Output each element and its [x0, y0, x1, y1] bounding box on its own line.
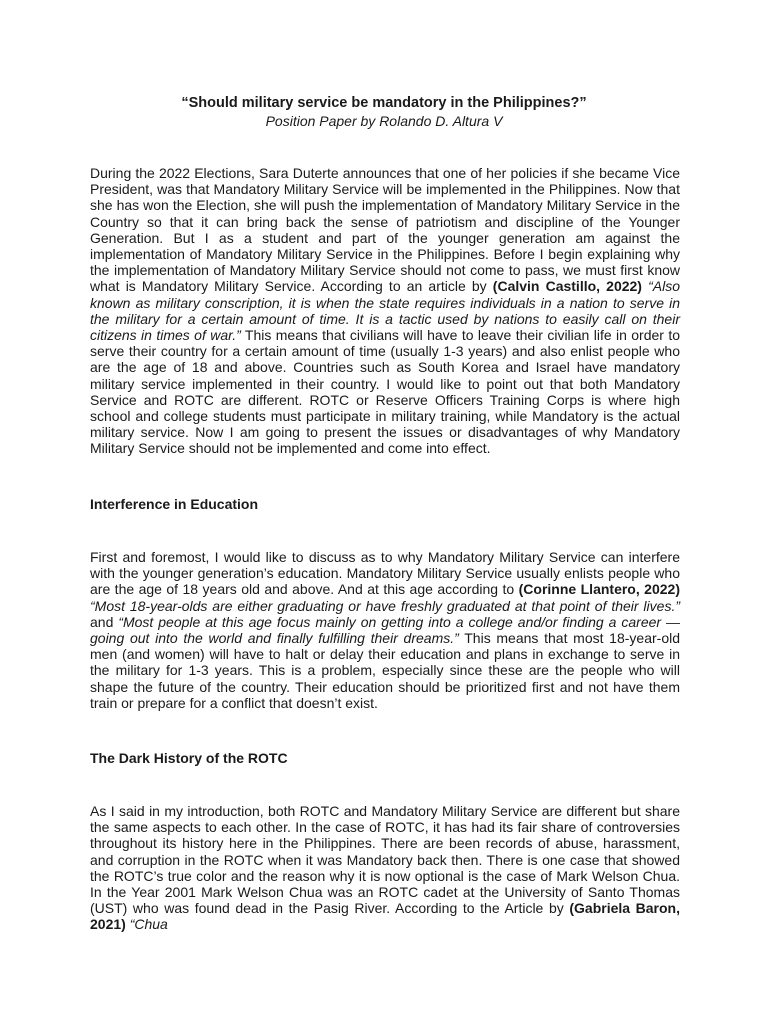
title-block — [0, 94, 768, 130]
rotc-paragraph — [90, 803, 680, 933]
section-heading-rotc: The Dark History of the ROTC — [90, 750, 288, 766]
education-quote-2: “Most people at this age focus mainly on getting into a college and/or finding a career — going out into the world and finally fulfilling their dreams.” — [90, 613, 681, 647]
intro-text-1: During the 2022 Elections, Sara Duterte announces that one of her policies if she became Vice President, was that Mandatory Military Service will be implemented in the Philippines. Now that she has won the Election, she will push the implementation of Mandatory Military Service in the Country so that it can bring back the sense of patriotism and discipline of the Younger Generation. But I as a student and part of the younger generation am against the implementation of Mandatory Military Service in the Philippines. Before I begin explaining why the implementation of Mandatory Military Service should not come to pass, we must first know what is Mandatory Military Service. According to an article by — [90, 165, 680, 295]
document-title: “Should military service be mandatory in the Philippines?” — [181, 95, 587, 111]
intro-paragraph — [90, 165, 680, 457]
section-heading-education: Interference in Education — [90, 496, 259, 512]
rotc-text-1: As I said in my introduction, both ROTC and Mandatory Military Service are different but share the same aspects to each other. In the case of ROTC, it has had its fair share of controversies throughout its history here in the Philippines. There are been records of abuse, harassment, and corruption in the ROTC when it was Mandatory back then. There is one case that showed the ROTC’s true color and the reason why it is now optional is the case of Mark Welson Chua. In the Year 2001 Mark Welson Chua was an ROTC cadet at the University of Santo Thomas (UST) who was found dead in the Pasig River. According to the Article by — [90, 803, 680, 917]
education-text-3: This means that most 18-year-old men (and women) will have to halt or delay their education and plans in exchange to serve in the military for 1-3 years. This is a problem, especially since these are the people who will shape the future of the country. Their education should be prioritized first and not have them train or prepare for a conflict that doesn’t exist. — [90, 630, 680, 711]
education-quote-1: “Most 18-year-olds are either graduating or have freshly graduated at that point of their lives.” — [90, 597, 680, 614]
document-subtitle: Position Paper by Rolando D. Altura V — [265, 113, 503, 129]
intro-citation: (Calvin Castillo, 2022) — [492, 278, 642, 295]
education-paragraph — [90, 549, 680, 711]
intro-text-2: This means that civilians will have to leave their civilian life in order to serve their country for a certain amount of time (usually 1-3 years) and also enlist people who are the age of 18 and above. Countries such as South Korea and Israel have mandatory military service implemented in their country. I would like to point out that both Mandatory Service and ROTC are different. ROTC or Reserve Officers Training Corps is where high school and college students must participate in military training, while Mandatory is the actual military service. Now I am going to present the issues or disadvantages of why Mandatory Military Service should not be implemented and come into effect. — [90, 327, 680, 457]
education-text-2: and — [90, 613, 119, 630]
intro-quote: “Also known as military conscription, it is when the state requires individuals in a nation to serve in the military for a certain amount of time. It is a tactic used by nations to easily call on their citizens in times of war.” — [90, 278, 681, 344]
education-text-1: First and foremost, I would like to discuss as to why Mandatory Military Service can interfere with the younger generation’s education. Mandatory Military Service usually enlists people who are the age of 18 years old and above. And at this age according to — [90, 549, 680, 598]
education-citation: (Corinne Llantero, 2022) — [518, 581, 680, 598]
rotc-citation: (Gabriela Baron, 2021) — [90, 900, 680, 933]
rotc-quote: “Chua — [125, 916, 168, 933]
